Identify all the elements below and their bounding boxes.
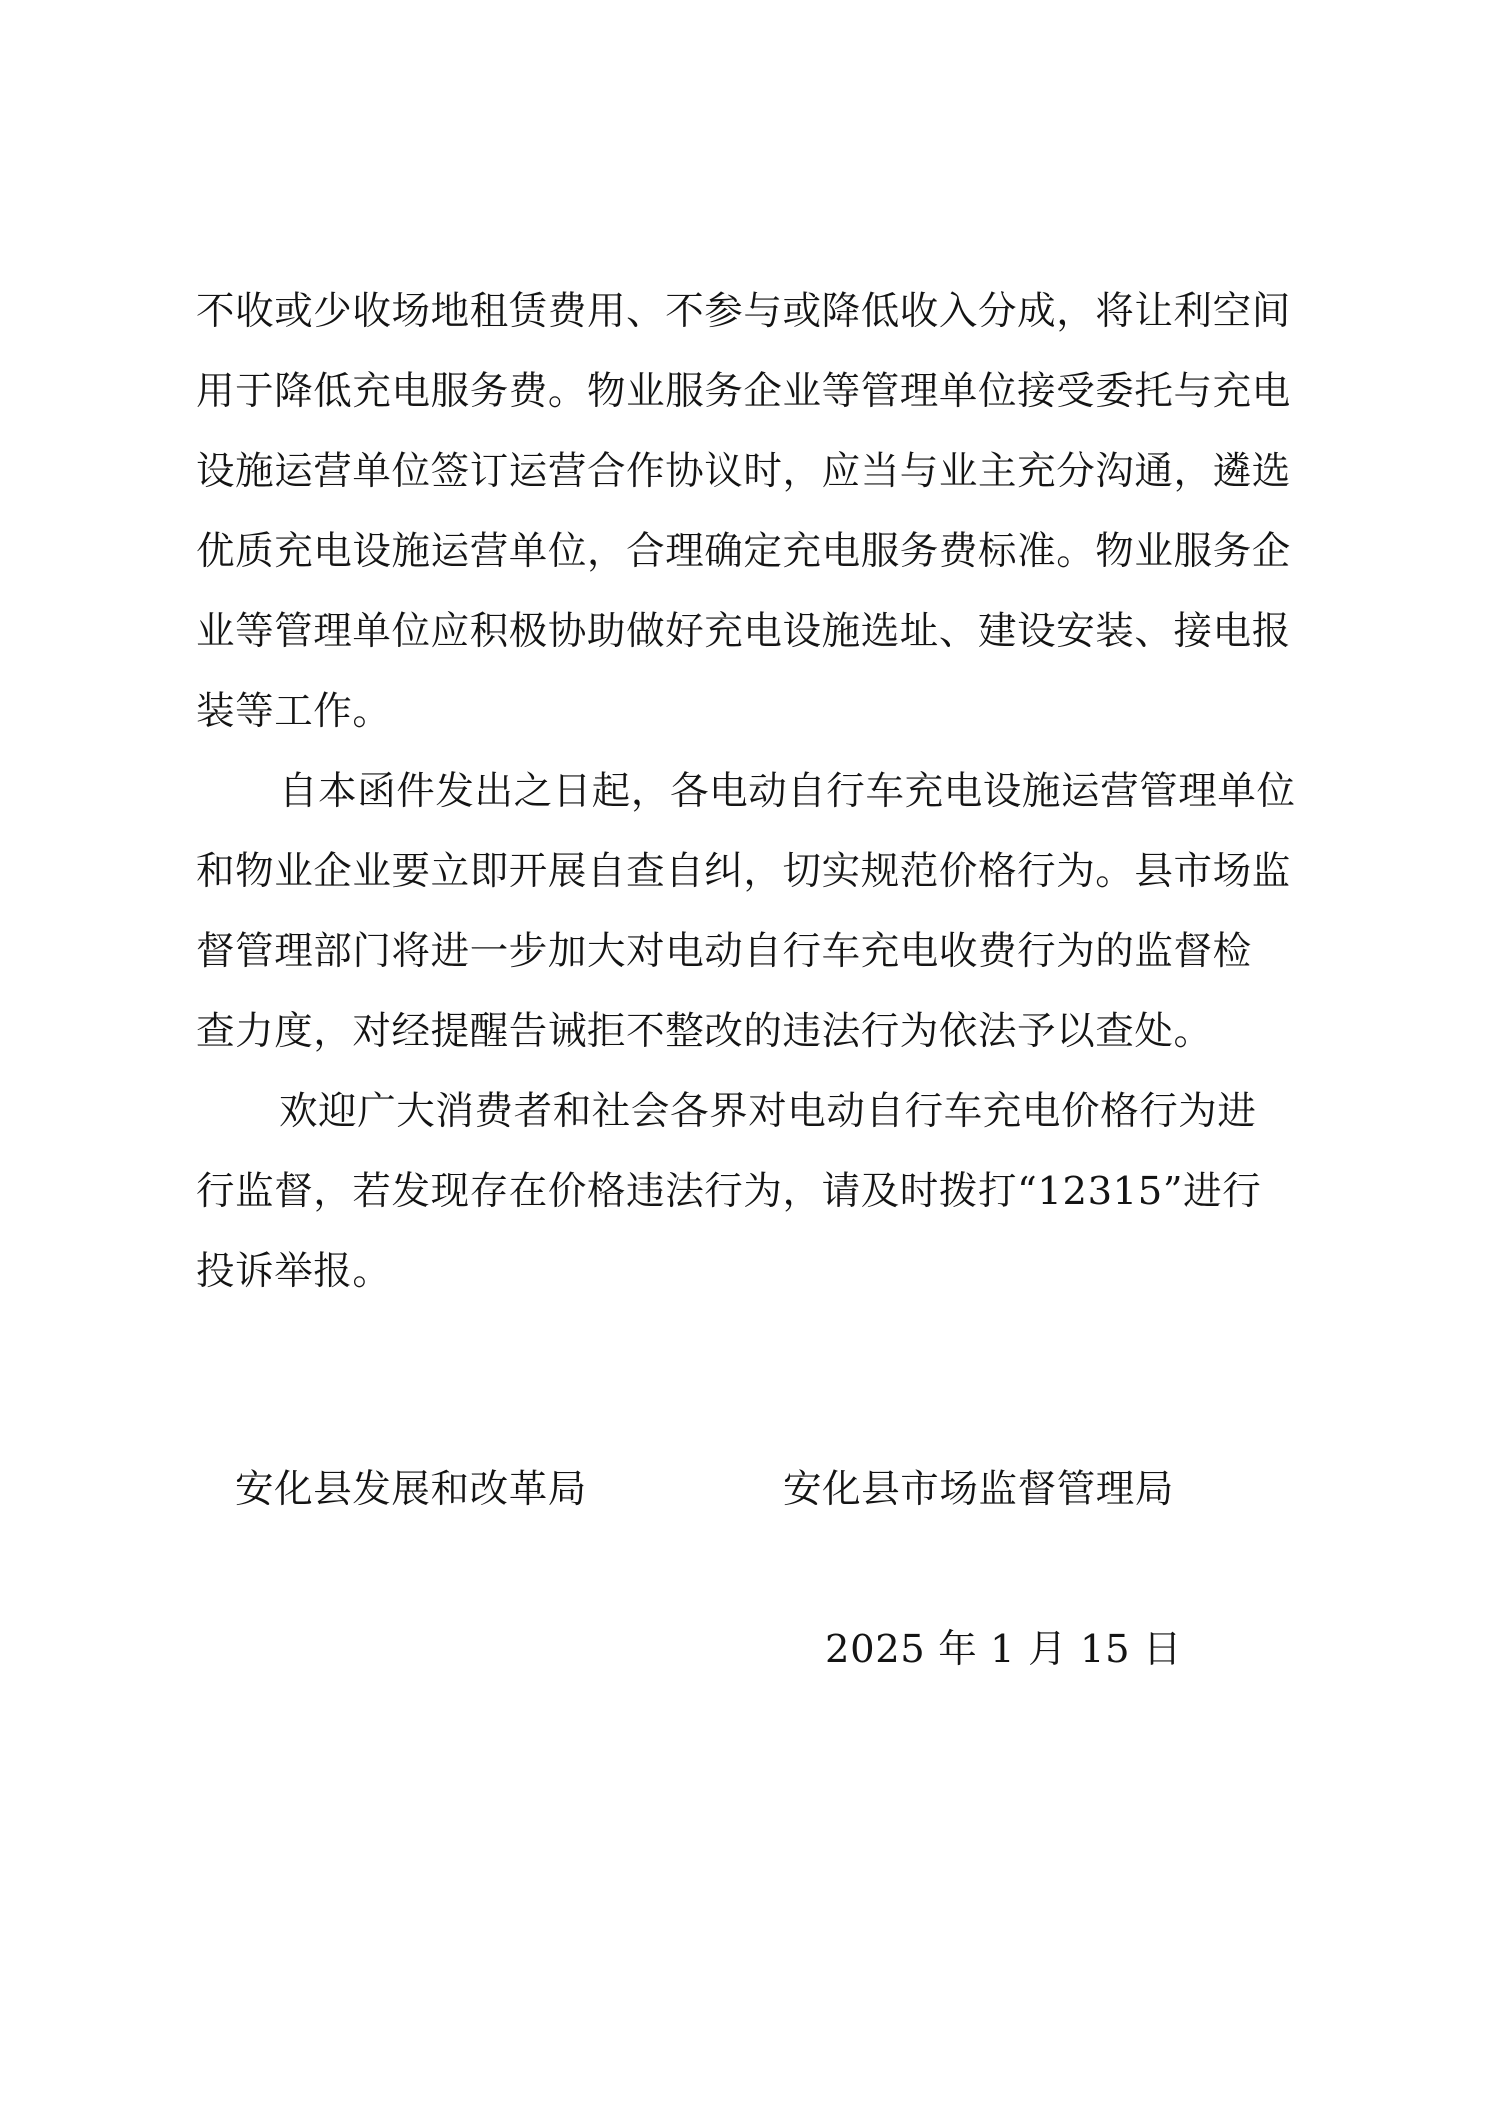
paragraph-line: 不收或少收场地租赁费用、不参与或降低收入分成，将让利空间: [196, 289, 1291, 334]
paragraph-line: 行监督，若发现存在价格违法行为，请及时拨打“12315”进行: [196, 1169, 1262, 1214]
paragraph-line: 督管理部门将进一步加大对电动自行车充电收费行为的监督检: [196, 929, 1252, 974]
paragraph-line: 装等工作。: [196, 689, 392, 734]
paragraph-line: 和物业企业要立即开展自查自纠，切实规范价格行为。县市场监: [196, 849, 1291, 894]
paragraph-line: 用于降低充电服务费。物业服务企业等管理单位接受委托与充电: [196, 369, 1291, 414]
paragraph-line: 设施运营单位签订运营合作协议时，应当与业主充分沟通，遴选: [196, 449, 1291, 494]
paragraph-line: 优质充电设施运营单位，合理确定充电服务费标准。物业服务企: [196, 529, 1291, 574]
signature-left: 安化县发展和改革局: [235, 1467, 587, 1512]
paragraph-line: 投诉举报。: [196, 1249, 392, 1294]
document-date: 2025 年 1 月 15 日: [825, 1627, 1183, 1672]
paragraph-line: 查力度，对经提醒告诫拒不整改的违法行为依法予以查处。: [196, 1009, 1213, 1054]
paragraph-line: 业等管理单位应积极协助做好充电设施选址、建设安装、接电报: [196, 609, 1291, 654]
paragraph-line: 自本函件发出之日起，各电动自行车充电设施运营管理单位: [279, 769, 1296, 814]
paragraph-line: 欢迎广大消费者和社会各界对电动自行车充电价格行为进: [279, 1089, 1257, 1134]
signature-right: 安化县市场监督管理局: [783, 1467, 1175, 1512]
